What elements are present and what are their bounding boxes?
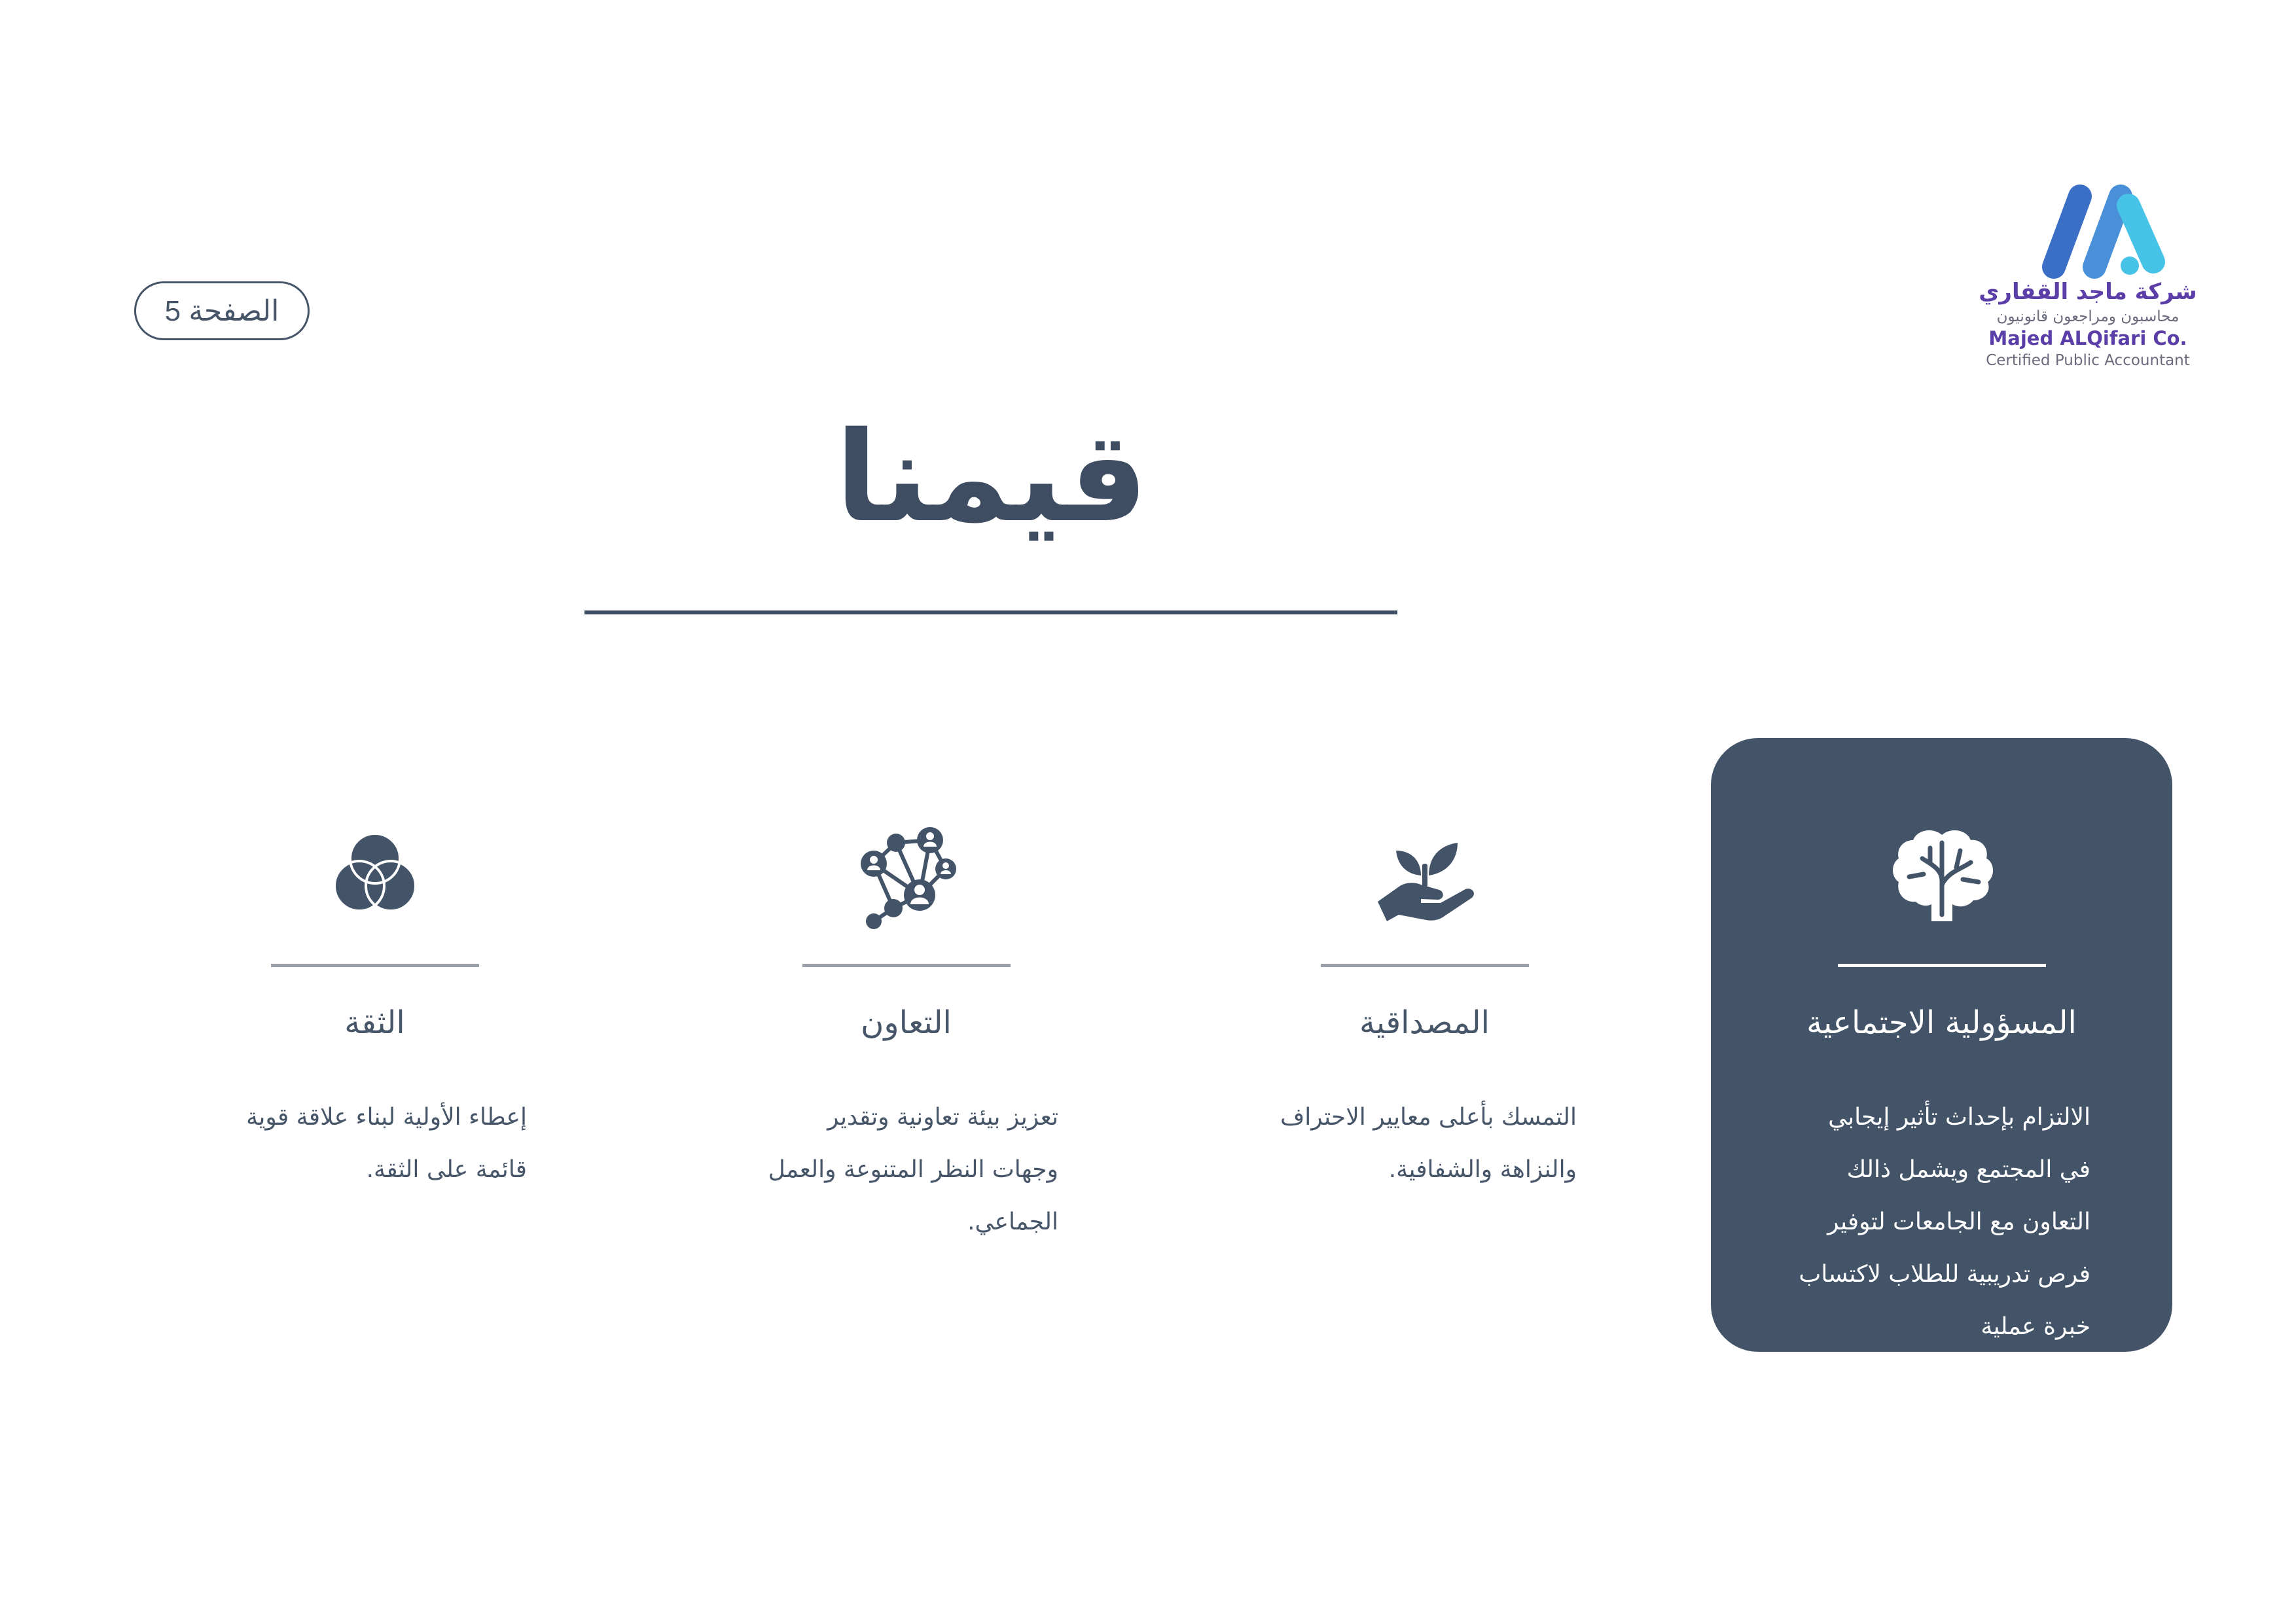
value-card-trust [144, 738, 605, 1352]
card-title: التعاون [861, 1004, 952, 1041]
value-card-cooperation [675, 738, 1137, 1352]
card-title: المسؤولية الاجتماعية [1806, 1004, 2077, 1041]
logo-subtitle-en: Certified Public Accountant [1986, 352, 2190, 369]
hand-plant-icon [1366, 817, 1484, 934]
logo-company-name-en: Majed ALQifari Co. [1988, 327, 2187, 349]
card-divider [1321, 964, 1529, 967]
card-description: تعزيز بيئة تعاونية وتقدير وجهات النظر المتنوعة والعمل الجماعي. [768, 1104, 1058, 1235]
title-underline [584, 610, 1397, 614]
page-number-badge [134, 281, 310, 340]
card-divider [271, 964, 479, 967]
value-card-social-responsibility [1711, 738, 2172, 1352]
value-card-credibility [1194, 738, 1655, 1352]
logo-mark-icon [2030, 182, 2174, 280]
page-title: قيمنا [834, 405, 1149, 550]
card-description: الالتزام بإحداث تأثير إيجابي في المجتمع ويشمل ذالك التعاون مع الجامعات لتوفير فرص تدريبية للطلاب لاكتساب خبرة عملية [1799, 1104, 2090, 1340]
card-description: إعطاء الأولية لبناء علاقة قوية قائمة على الثقة. [246, 1104, 527, 1183]
company-logo [1970, 182, 2206, 378]
venn-circles-icon [316, 817, 434, 934]
brain-icon [1883, 817, 2001, 934]
card-title: الثقة [344, 1004, 405, 1041]
card-divider [802, 964, 1011, 967]
logo-subtitle-ar: محاسبون ومراجعون قانونيون [1996, 308, 2179, 325]
logo-company-name-ar: شركة ماجد القفاري [1979, 279, 2197, 305]
card-description: التمسك بأعلى معايير الاحتراف والنزاهة والشفافية. [1280, 1104, 1577, 1183]
card-divider [1838, 964, 2046, 967]
card-title: المصداقية [1359, 1004, 1490, 1041]
network-people-icon [848, 817, 965, 934]
page-number-label: الصفحة 5 [164, 294, 279, 327]
